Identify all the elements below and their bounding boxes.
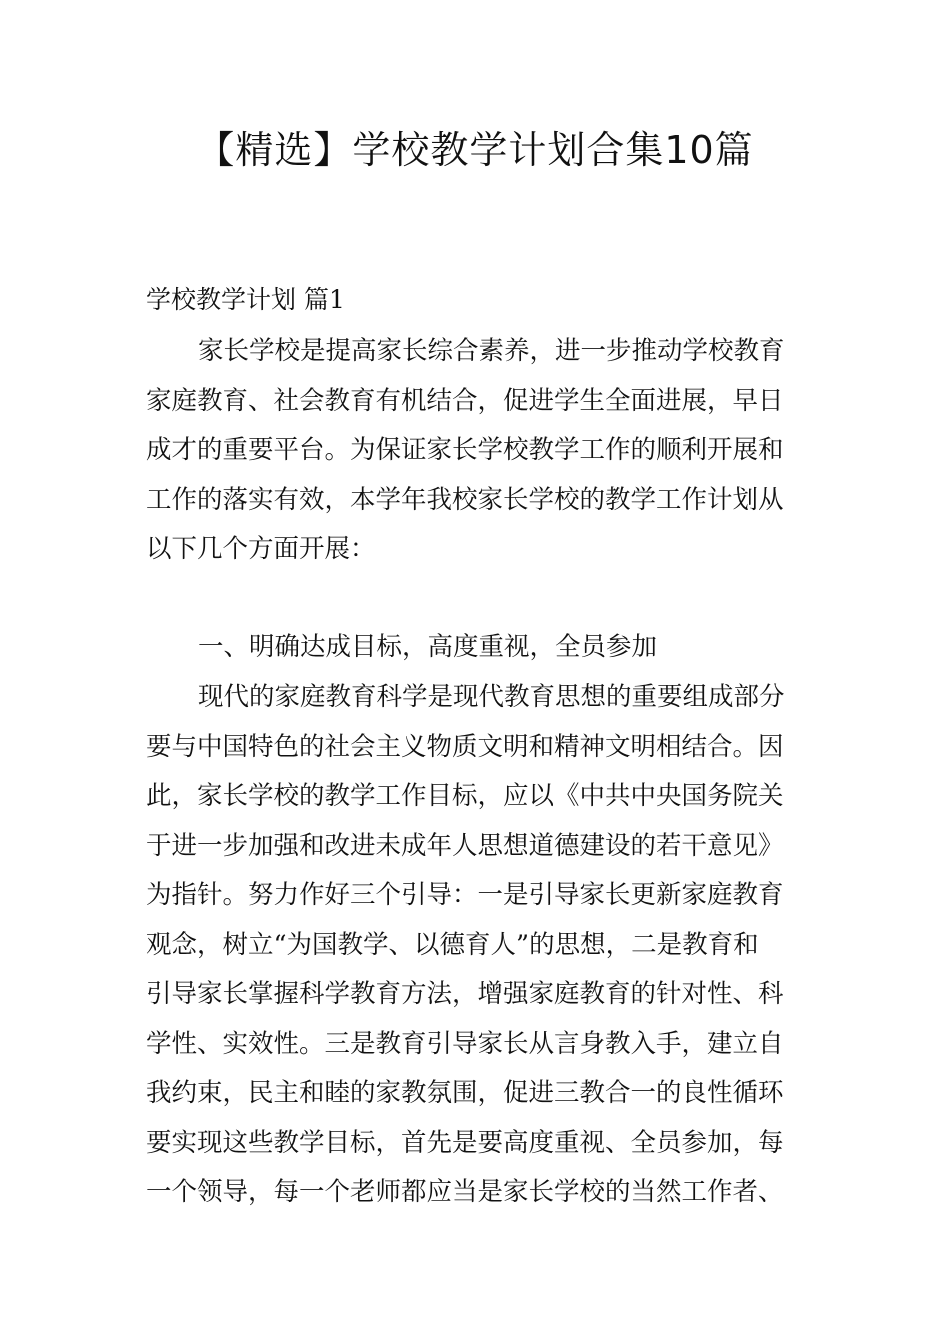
paragraph-line: 引导家长掌握科学教育方法，增强家庭教育的针对性、科 xyxy=(146,979,784,1009)
section-heading: 学校教学计划 篇1 xyxy=(146,285,345,314)
paragraph-line: 成才的重要平台。为保证家长学校教学工作的顺利开展和 xyxy=(146,435,784,465)
subheading xyxy=(146,623,806,673)
paragraph-line: 工作的落实有效，本学年我校家长学校的教学工作计划从 xyxy=(146,484,784,515)
paragraph-line: 家庭教育、社会教育有机结合，促进学生全面进展，早日 xyxy=(146,385,784,416)
paragraph-intro xyxy=(146,327,806,575)
paragraph-line: 我约束，民主和睦的家教氛围，促进三教合一的良性循环 xyxy=(146,1078,784,1108)
paragraph-line: 以下几个方面开展： xyxy=(146,534,376,564)
paragraph-line: 现代的家庭教育科学是现代教育思想的重要组成部分 xyxy=(198,682,785,712)
paragraph-line: 家长学校是提高家长综合素养，进一步推动学校教育 xyxy=(198,336,785,366)
paragraph-line: 要实现这些教学目标，首先是要高度重视、全员参加，每 xyxy=(146,1127,784,1158)
subheading-text: 一、明确达成目标，高度重视，全员参加 xyxy=(198,632,658,662)
paragraph-line: 要与中国特色的社会主义物质文明和精神文明相结合。因 xyxy=(146,731,784,762)
paragraph-line: 为指针。努力作好三个引导：一是引导家长更新家庭教育 xyxy=(146,880,784,910)
paragraph-body xyxy=(146,673,806,1218)
paragraph-line: 于进一步加强和改进未成年人思想道德建设的若干意见》 xyxy=(146,830,784,861)
paragraph-line: 一个领导，每一个老师都应当是家长学校的当然工作者、 xyxy=(146,1177,784,1207)
paragraph-line: 此，家长学校的教学工作目标，应以《中共中央国务院关 xyxy=(146,781,784,811)
paragraph-line: 学性、实效性。三是教育引导家长从言身教入手，建立自 xyxy=(146,1028,784,1059)
paragraph-line: 观念，树立“为国教学、以德育人”的思想，二是教育和 xyxy=(146,929,759,960)
document-title: 【精选】学校教学计划合集10篇 xyxy=(196,128,754,172)
